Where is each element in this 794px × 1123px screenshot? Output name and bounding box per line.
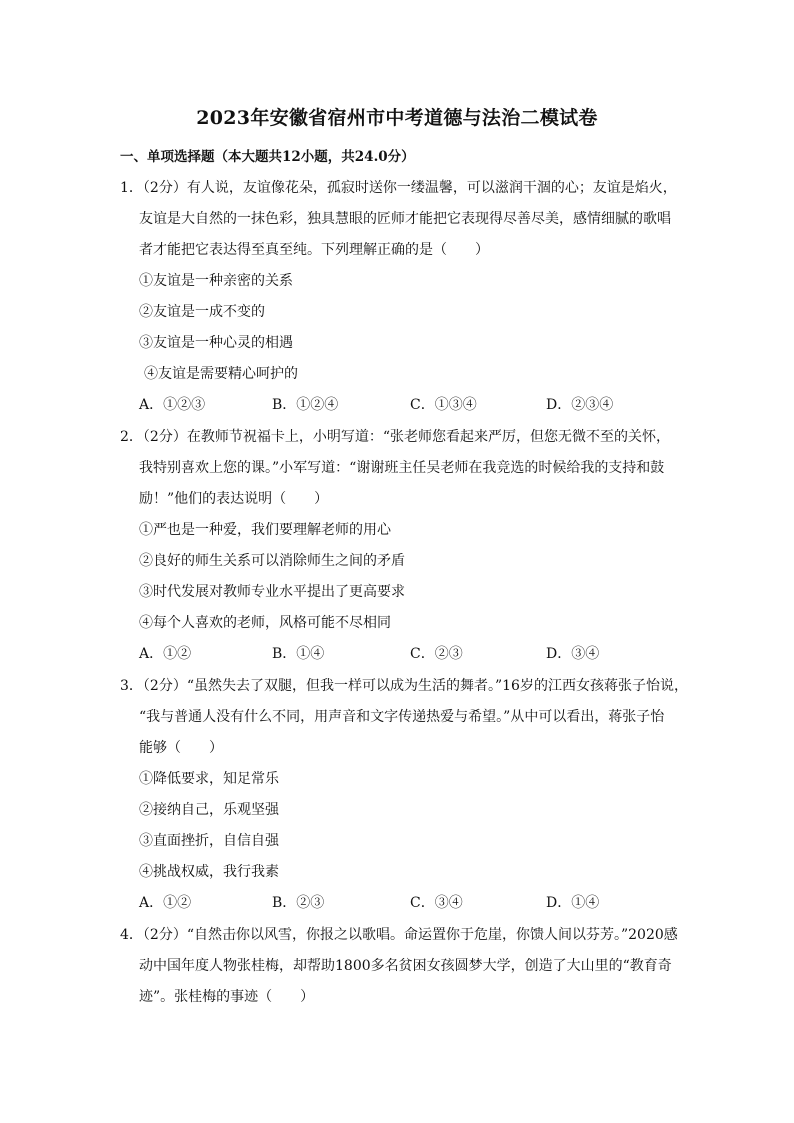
question-1-option-c[interactable]: C．①③④ (410, 397, 477, 413)
question-3-item-2: ②接纳自己，乐观坚强 (139, 802, 279, 818)
question-2-item-1: ①严也是一种爱，我们要理解老师的用心 (139, 522, 391, 538)
question-1-item-2: ②友谊是一成不变的 (139, 304, 265, 320)
question-3-line-1: 3．（2分）“虽然失去了双腿，但我一样可以成为生活的舞者。”16岁的江西女孩蒋张子怡说， (120, 678, 688, 694)
question-2-item-4: ④每个人喜欢的老师，风格可能不尽相同 (139, 615, 391, 631)
question-2-line-3: 励！”他们的表达说明（ ） (139, 491, 329, 507)
question-1-line-3: 者才能把它表达得至真至纯。下列理解正确的是（ ） (139, 242, 489, 258)
question-3-option-c[interactable]: C．③④ (410, 895, 463, 911)
page-title: 2023年安徽省宿州市中考道德与法治二模试卷 (196, 107, 598, 129)
question-1-item-1: ①友谊是一种亲密的关系 (139, 273, 293, 289)
question-3-option-d[interactable]: D．①④ (546, 895, 600, 911)
question-3-line-3: 能够（ ） (139, 740, 223, 756)
question-3-item-4: ④挑战权威，我行我素 (139, 864, 279, 880)
section-heading: 一、单项选择题（本大题共12小题，共24.0分） (120, 149, 415, 165)
question-1-option-b[interactable]: B．①②④ (272, 397, 339, 413)
question-3-option-b[interactable]: B．②③ (272, 895, 325, 911)
question-3-item-1: ①降低要求，知足常乐 (139, 771, 279, 787)
question-2-item-2: ②良好的师生关系可以消除师生之间的矛盾 (139, 553, 405, 569)
question-4-line-1: 4．（2分）“自然击你以风雪，你报之以歌唱。命运置你于危崖，你馈人间以芬芳。”2020感 (120, 927, 678, 943)
question-1-option-a[interactable]: A．①②③ (139, 397, 206, 413)
question-2-line-1: 2．（2分）在教师节祝福卡上，小明写道：“张老师您看起来严厉，但您无微不至的关怀， (120, 429, 670, 445)
question-1-item-4: ④友谊是需要精心呵护的 (144, 366, 298, 382)
question-3-item-3: ③直面挫折，自信自强 (139, 833, 279, 849)
question-4-line-3: 迹”。张桂梅的事迹（ ） (139, 989, 315, 1005)
question-1-option-d[interactable]: D．②③④ (546, 397, 614, 413)
question-2-option-c[interactable]: C．②③ (410, 646, 463, 662)
question-4-line-2: 动中国年度人物张桂梅，却帮助1800多名贫困女孩圆梦大学，创造了大山里的“教育奇 (139, 958, 672, 974)
question-1-line-2: 友谊是大自然的一抹色彩，独具慧眼的匠师才能把它表现得尽善尽美，感情细腻的歌唱 (139, 211, 671, 227)
question-3-line-2: “我与普通人没有什么不同，用声音和文字传递热爱与希望。”从中可以看出，蒋张子怡 (139, 709, 665, 725)
question-2-option-b[interactable]: B．①④ (272, 646, 325, 662)
question-3-option-a[interactable]: A．①② (139, 895, 192, 911)
question-2-item-3: ③时代发展对教师专业水平提出了更高要求 (139, 584, 405, 600)
question-2-option-d[interactable]: D．③④ (546, 646, 600, 662)
question-1-line-1: 1．（2分）有人说，友谊像花朵，孤寂时送你一缕温馨，可以滋润干涸的心；友谊是焰火， (120, 180, 677, 196)
question-2-option-a[interactable]: A．①② (139, 646, 192, 662)
question-2-line-2: 我特别喜欢上您的课。”小军写道：“谢谢班主任吴老师在我竞选的时候给我的支持和鼓 (139, 460, 665, 476)
question-1-item-3: ③友谊是一种心灵的相遇 (139, 335, 293, 351)
